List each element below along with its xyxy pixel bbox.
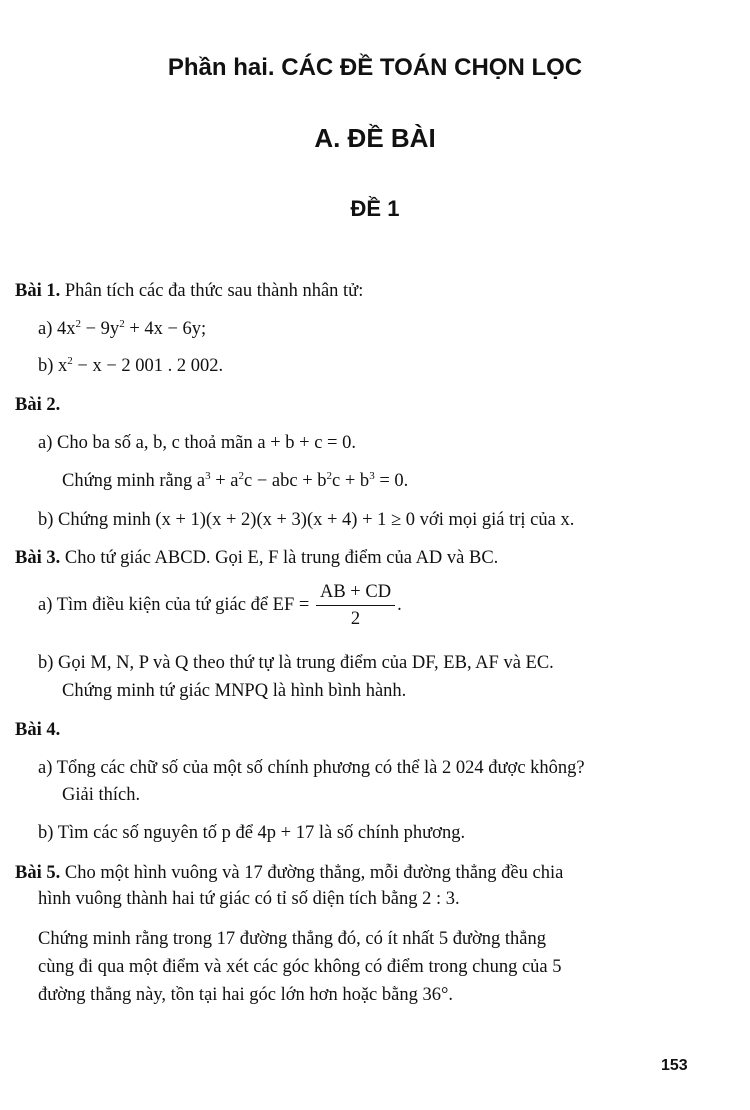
problem-1b: b) $x^2 - x - 2$ 001 . 2 002. bbox=[38, 355, 224, 376]
fraction: $\frac{AB + CD}{2}$ bbox=[316, 581, 395, 630]
exam-heading: ĐỀ 1 bbox=[350, 196, 400, 221]
problem-5-line-1: Bài 5. Cho một hình vuông và 17 đường thẳng, mỗi đường thẳng đều chia bbox=[15, 863, 564, 883]
problem-5-line-2: hình vuông thành hai tứ giác có tỉ số diện tích bằng 2 : 3. bbox=[38, 889, 460, 909]
problem-2a: a) Cho ba số a, b, c thoả mãn a + b + c = 0. bbox=[38, 433, 356, 453]
problem-2a-proof: Chứng minh rằng $a^3 + a^2c$ − abc + $b^2c + b^3 = 0$. bbox=[62, 470, 409, 491]
section-heading: A. ĐỀ BÀI bbox=[314, 123, 436, 153]
page-number: 153 bbox=[661, 1057, 688, 1074]
problem-3-label: Bài 3. bbox=[15, 548, 61, 568]
problem-5-line-4: cùng đi qua một điểm và xét các góc không có điểm trong chung của 5 bbox=[38, 957, 562, 977]
problem-5-line-3: Chứng minh rằng trong 17 đường thẳng đó, có ít nhất 5 đường thẳng bbox=[38, 929, 546, 949]
problem-2b: b) Chứng minh (x + 1)(x + 2)(x + 3)(x + 4) + 1 ≥ 0 với mọi giá trị của x. bbox=[38, 510, 575, 530]
problem-3b-line-2: Chứng minh tứ giác MNPQ là hình bình hành. bbox=[62, 681, 407, 701]
problem-4b: b) Tìm các số nguyên tố p để 4p + 17 là số chính phương. bbox=[38, 823, 466, 843]
problem-4a-line-2: Giải thích. bbox=[62, 785, 141, 805]
problem-4-label: Bài 4. bbox=[15, 720, 61, 740]
problem-4a-line-1: a) Tổng các chữ số của một số chính phương có thể là 2 024 được không? bbox=[38, 758, 585, 778]
problem-1a: a) $4x^2 - 9y^2 + 4x - 6y$; bbox=[38, 318, 207, 339]
problem-5-label: Bài 5. bbox=[15, 863, 61, 883]
problem-1-statement bbox=[15, 279, 363, 303]
problem-3b-line-1: b) Gọi M, N, P và Q theo thứ tự là trung điểm của DF, EB, AF và EC. bbox=[38, 653, 554, 673]
problem-3-statement: Bài 3. Cho tứ giác ABCD. Gọi E, F là trung điểm của AD và BC. bbox=[15, 548, 499, 568]
problem-1-text: Phân tích các đa thức sau thành nhân tử: bbox=[60, 281, 364, 301]
problem-3a: a) Tìm điều kiện của tứ giác để EF = $\frac{AB + CD}{2}$ . bbox=[38, 582, 402, 629]
part-heading: Phần hai. CÁC ĐỀ TOÁN CHỌN LỌC bbox=[167, 54, 583, 81]
problem-1-label: Bài 1. bbox=[15, 281, 61, 301]
problem-2-label: Bài 2. bbox=[15, 395, 61, 415]
problem-5-line-5: đường thẳng này, tồn tại hai góc lớn hơn hoặc bằng 36°. bbox=[38, 985, 453, 1005]
